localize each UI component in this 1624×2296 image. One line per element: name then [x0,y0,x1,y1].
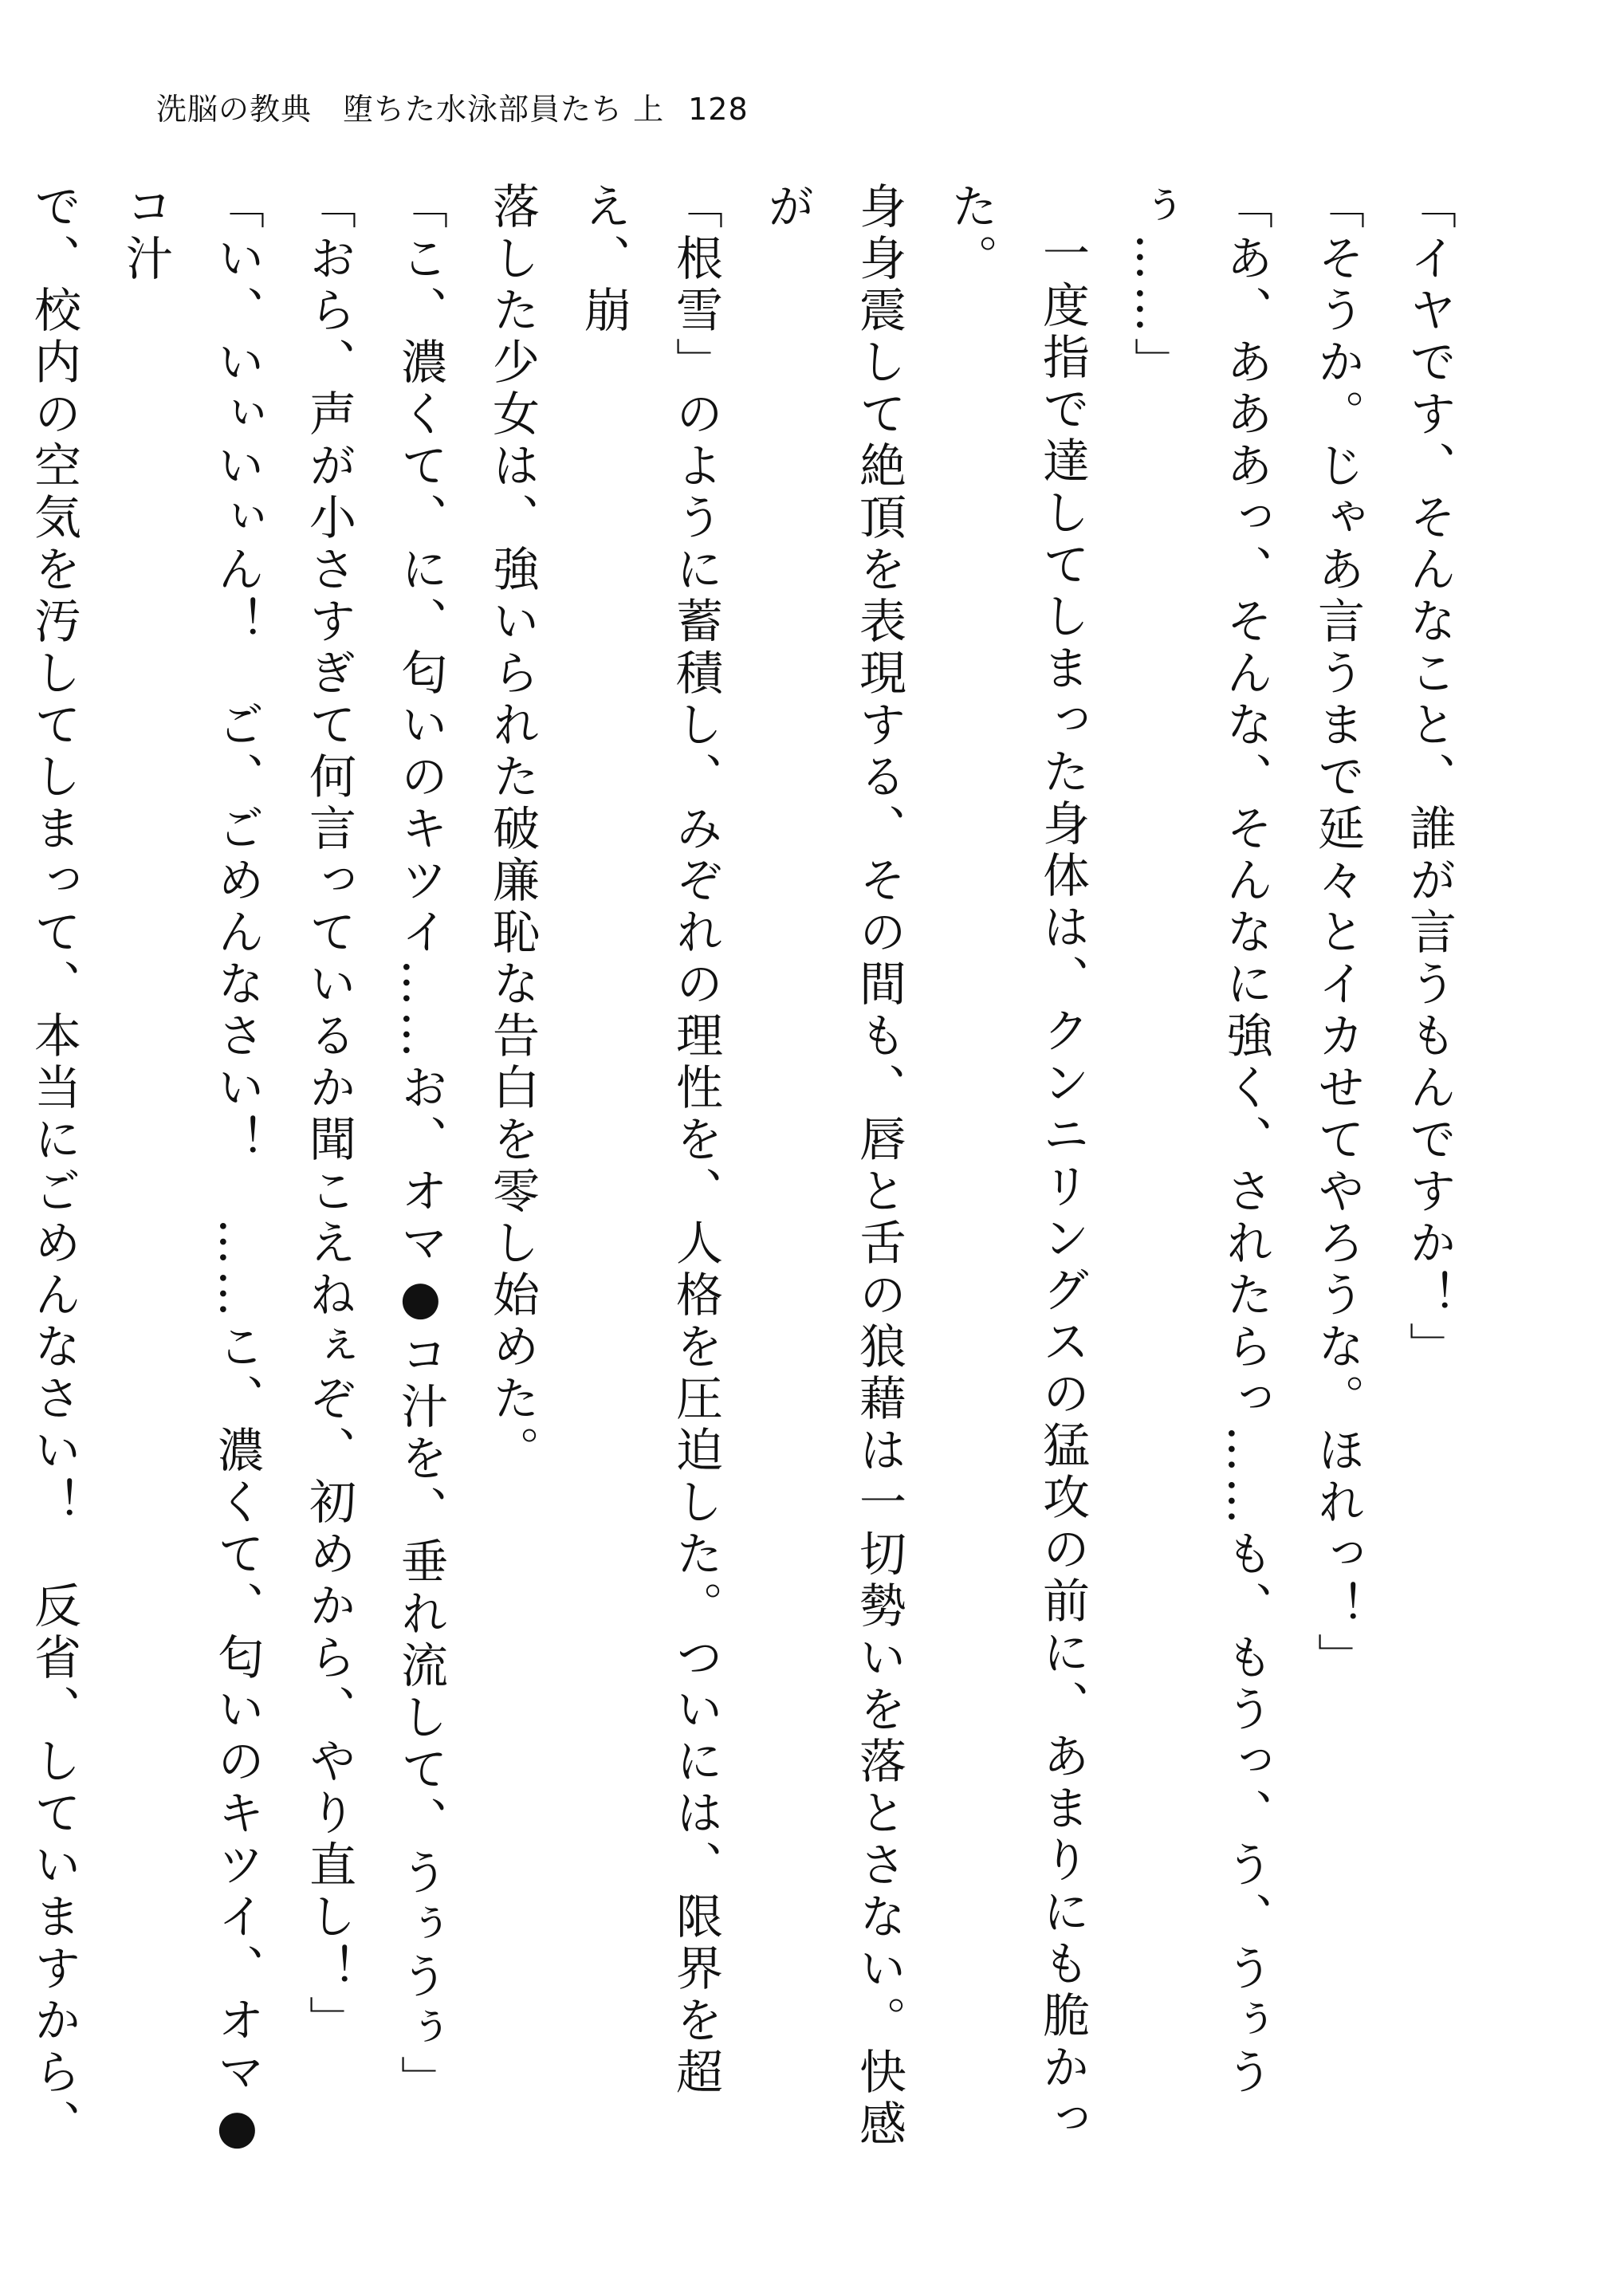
text-line: 「こ、濃くて、に、匂いのキツイ……お、オマ●コ汁を、垂れ流して、うぅうぅ」 [393,182,448,2107]
text-line: 「イヤです、そんなこと、誰が言うもんですか！」 [1402,182,1457,1374]
page-body [26,182,1475,2199]
text-line: 「おら、声が小さすぎて何言っているか聞こえねぇぞ、初めから、やり直し！」 [301,182,356,2047]
text-line: 「そうか。じゃあ言うまで延々とイカせてやろうな。ほれっ！」 [1310,182,1365,1685]
text-line: 落した少女は、強いられた破廉恥な告白を零し始めた。 [485,182,540,1477]
page-number: 128 [688,92,749,127]
text-line: 「根雪」のように蓄積し、みぞれの理性を、人格を圧迫した。ついには、限界を超え、崩 [576,182,723,2099]
text-line: 「い、いぃいぃん！ ご、ごめんなさい！ ……こ、濃くて、匂いのキツイ、オマ●コ汁 [118,182,265,2159]
text-line: 「あ、あああっ、そんな、そんなに強く、されたらっ……も、もうっ、う、うぅうぅ……」 [1127,182,1273,2099]
running-header [156,89,749,129]
book-title: 洗脳の教典 堕ちた水泳部員たち 上 [156,92,665,127]
text-line: で、校内の空気を汚してしまって、本当にごめんなさい！ 反省、していますから、 [26,182,81,2151]
text-line: 身身震して絶頂を表現する、その間も、唇と舌の狼藉は一切勢いを落とさない。快感が [760,182,906,2151]
text-line: 一度指で達してしまった身体は、クンニリングスの猛攻の前に、あまりにも脆かった。 [943,182,1090,2146]
